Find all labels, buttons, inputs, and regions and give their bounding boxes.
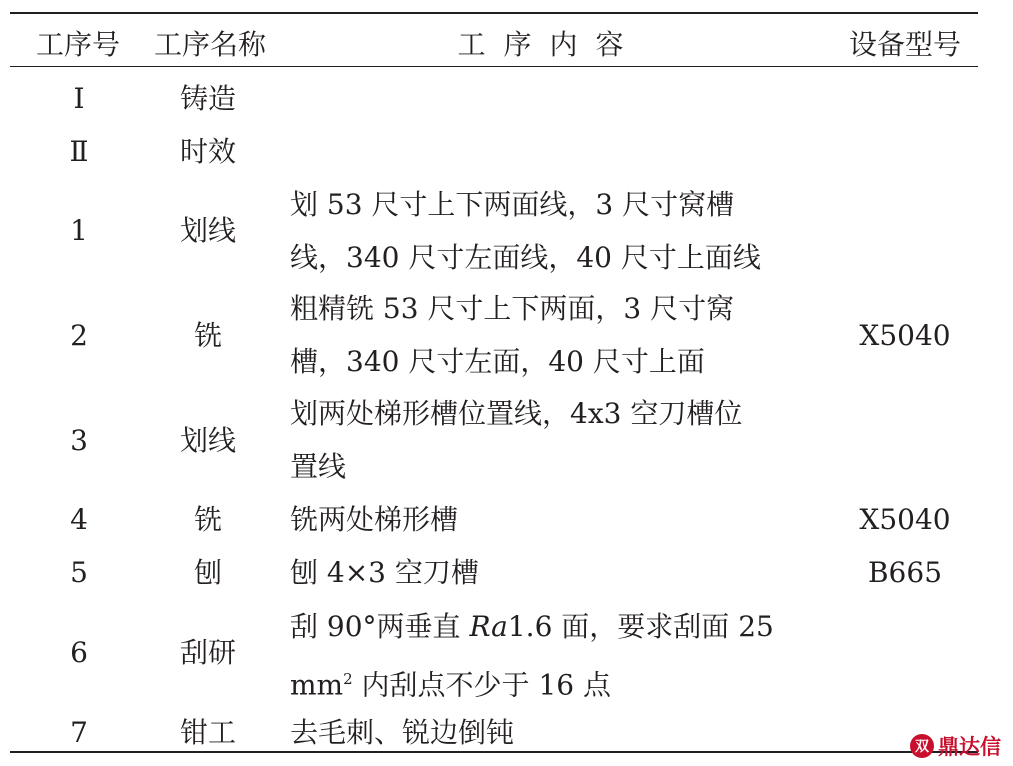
row-7-equipment: B665 — [867, 556, 943, 589]
row-5-number: 3 — [70, 424, 88, 457]
row-7-number: 5 — [70, 556, 88, 589]
row-8-content-line-2-pre: mm — [290, 668, 344, 702]
row-1-number: Ⅰ — [73, 82, 85, 115]
row-3-content-line-1: 划 53 尺寸上下两面线，3 尺寸窝槽 — [290, 188, 735, 221]
row-8-content-line-1-post: 1.6 面，要求刮面 25 — [507, 610, 774, 643]
row-4-name: 铣 — [193, 319, 222, 352]
row-5-content — [290, 387, 810, 493]
row-6-content: 铣两处梯形槽 — [290, 503, 459, 536]
row-8-content-line-1-pre: 刮 90°两垂直 — [290, 610, 470, 643]
row-5-content-line-1: 划两处梯形槽位置线，4x3 空刀槽位 — [290, 397, 743, 430]
row-7-name: 刨 — [193, 556, 222, 589]
row-4-number: 2 — [70, 319, 88, 352]
row-9-name: 钳工 — [179, 716, 236, 749]
row-2-number: Ⅱ — [69, 135, 89, 168]
row-6-equipment: X5040 — [859, 503, 951, 536]
row-3-content — [290, 178, 810, 284]
row-3-content-line-2: 线，340 尺寸左面线，40 尺寸上面线 — [290, 241, 761, 274]
row-6-number: 4 — [70, 503, 88, 536]
row-8-content — [290, 600, 810, 706]
row-3-number: 1 — [70, 214, 88, 247]
process-table — [10, 12, 978, 753]
row-3-name: 划线 — [179, 214, 236, 247]
row-8-content-line-2 — [290, 653, 810, 706]
table-top-rule — [10, 12, 978, 14]
watermark-logo — [910, 731, 1001, 761]
row-8-content-line-2-post: 内刮点不少于 16 点 — [352, 668, 611, 702]
header-process-name: 工序名称 — [153, 28, 266, 61]
row-9-number: 7 — [70, 716, 88, 749]
watermark-text: 鼎达信 — [938, 735, 1001, 759]
row-4-content-line-2: 槽，340 尺寸左面，40 尺寸上面 — [290, 345, 705, 378]
row-8-number: 6 — [70, 636, 88, 669]
header-process-number: 工序号 — [35, 28, 120, 61]
row-5-name: 划线 — [179, 424, 236, 457]
row-8-content-superscript: 2 — [343, 670, 353, 688]
row-8-content-ra: Ra — [469, 610, 508, 643]
row-8-name: 刮研 — [179, 636, 236, 669]
header-equipment-model: 设备型号 — [848, 28, 961, 61]
row-5-content-line-2: 置线 — [290, 450, 347, 483]
row-4-content-line-1: 粗精铣 53 尺寸上下两面，3 尺寸窝 — [290, 292, 735, 325]
row-6-name: 铣 — [193, 503, 222, 536]
row-1-name: 铸造 — [179, 82, 236, 115]
row-4-equipment: X5040 — [859, 319, 951, 352]
row-4-content — [290, 282, 810, 388]
row-8-content-line-1 — [290, 600, 810, 653]
row-2-name: 时效 — [179, 135, 236, 168]
header-process-content: 工序内容 — [457, 28, 642, 61]
watermark-icon: 双 — [910, 734, 934, 758]
row-9-content: 去毛刺、锐边倒钝 — [290, 716, 515, 749]
row-7-content: 刨 4×3 空刀槽 — [290, 556, 479, 589]
